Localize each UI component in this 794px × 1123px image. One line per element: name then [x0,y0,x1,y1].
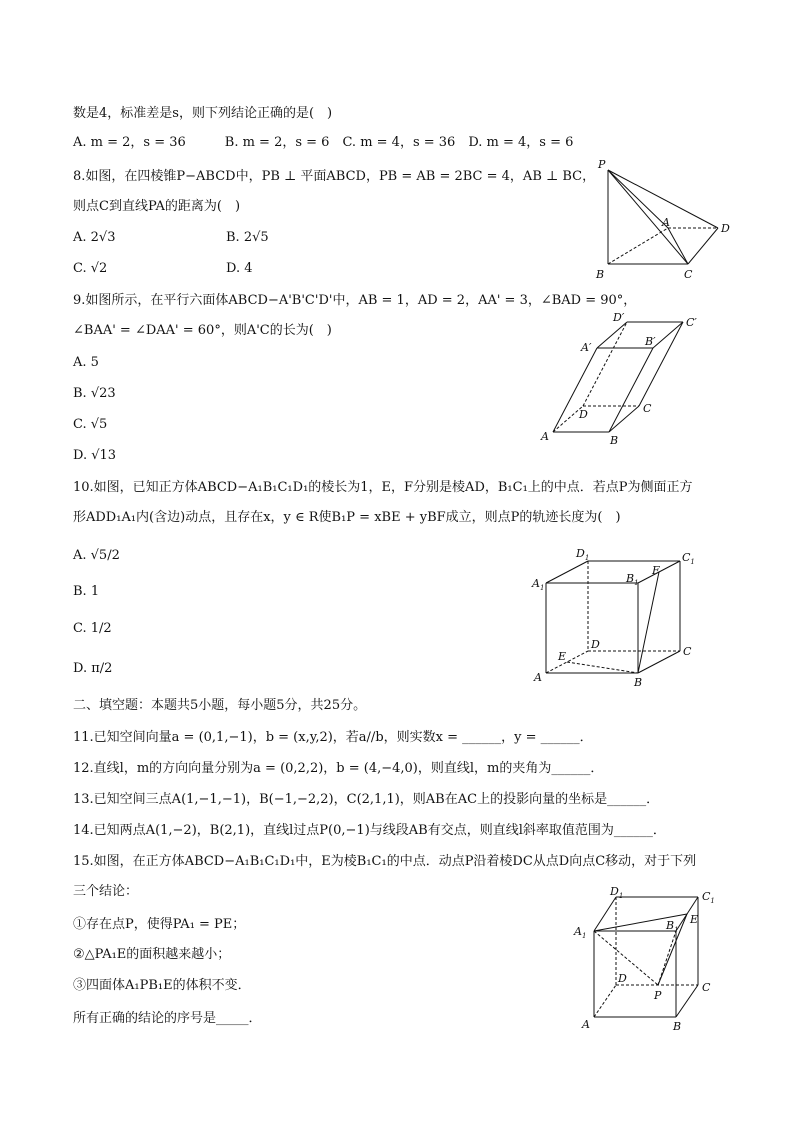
q15-label-a1: $A_1$ [574,925,587,940]
q8-label-d: D [721,222,730,235]
q15-label-a: A [582,1018,590,1031]
q10-label-a: A [534,671,542,684]
q8-option-b: B. 2√5 [226,230,269,245]
q10-cube-figure [528,545,708,690]
q10-stem-1: 10.如图，已知正方体ABCD−A₁B₁C₁D₁的棱长为1，E，F分别是棱AD，B₁C₁上的中点．若点P为侧面正方 [73,480,693,495]
q9-label-b-prime: B′ [645,335,656,348]
q15-label-p: P [654,989,662,1002]
q15-label-d1: $D_1$ [610,885,624,900]
q9-stem-1: 9.如图所示，在平行六面体ABCD−A'B'C'D'中，AB = 1，AD = 2，AA' = 3，∠BAD = 90°， [73,293,637,308]
q10-stem-2: 形ADD₁A₁内(含边)动点，且存在x，y ∈ R使B₁P = xBE + yBF成立，则点P的轨迹长度为( ) [73,510,621,525]
q8-pyramid-figure [590,158,740,284]
q7-options: A. m = 2，s = 36 B. m = 2，s = 6 C. m = 4，s = 36 D. m = 4，s = 6 [73,135,574,150]
q10-option-a: A. √5/2 [73,548,120,563]
q15-label-c: C [702,981,711,994]
q13: 13.已知空间三点A(1,−1,−1)，B(−1,−2,2)，C(2,1,1)，则AB在AC上的投影向量的坐标是______． [73,792,660,807]
q10-label-c1: $C_1$ [682,551,695,566]
q9-stem-2: ∠BAA' = ∠DAA' = 60°，则A'C的长为( ) [73,323,332,338]
q10-label-d1: $D_1$ [576,547,590,562]
q15-conclusion-1: ①存在点P，使得PA₁ = PE； [73,917,246,932]
q10-option-c: C. 1/2 [73,621,112,636]
q15-label-e: E [690,913,699,926]
q10-label-b1: $B_1$ [626,572,639,587]
q9-option-c: C. √5 [73,417,108,432]
q15-stem-1: 15.如图，在正方体ABCD−A₁B₁C₁D₁中，E为棱B₁C₁的中点．动点P沿着棱DC从点D向点C移动，对于下列 [73,854,697,869]
q9-option-d: D. √13 [73,448,117,463]
q8-option-a: A. 2√3 [73,230,116,245]
q9-label-a-prime: A′ [581,341,592,354]
q9-option-b: B. √23 [73,386,116,401]
q9-label-a: A [541,430,549,443]
q15-ask: 所有正确的结论的序号是_____． [73,1011,262,1026]
q10-label-d: D [591,638,600,651]
q8-stem-2: 则点C到直线PA的距离为( ) [73,199,241,214]
q8-option-d: D. 4 [226,261,253,276]
q12: 12.直线l，m的方向向量分别为a = (0,2,2)，b = (4,−4,0)，则直线l，m的夹角为______． [73,761,604,776]
q9-option-a: A. 5 [73,355,99,370]
q7-tail: 数是4，标准差是s，则下列结论正确的是( ) [73,106,333,121]
section-2-heading: 二、填空题：本题共5小题，每小题5分，共25分。 [73,698,367,713]
q10-label-f: F [652,564,660,577]
q15-label-c1: $C_1$ [702,890,715,905]
q15-stem-2: 三个结论： [73,884,139,899]
q8-option-c: C. √2 [73,261,108,276]
q8-label-a: A [662,216,670,229]
q8-label-b: B [596,268,605,281]
q15-conclusion-3: ③四面体A₁PB₁E的体积不变． [73,978,251,993]
q8-stem-1: 8.如图，在四棱锥P−ABCD中，PB ⊥ 平面ABCD，PB = AB = 2BC = 4，AB ⊥ BC， [73,169,596,184]
q15-label-b: B [673,1020,682,1033]
q15-conclusion-2: ②△PA₁E的面积越来越小； [73,947,231,962]
q10-label-b: B [634,676,643,689]
q11: 11.已知空间向量a = (0,1,−1)，b = (x,y,2)，若a//b，则实数x = ______，y = ______． [73,730,593,745]
q10-option-d: D. π/2 [73,661,113,676]
q14: 14.已知两点A(1,−2)，B(2,1)，直线l过点P(0,−1)与线段AB有交点，则直线l斜率取值范围为______． [73,823,666,838]
q9-label-c-prime: C′ [686,316,697,329]
q9-label-c: C [643,402,652,415]
q8-label-c: C [684,268,693,281]
q9-label-b: B [610,434,619,447]
q8-label-p: P [598,158,606,171]
q9-label-d: D [579,408,588,421]
q10-option-b: B. 1 [73,584,100,599]
q15-cube-figure [572,885,732,1035]
q15-label-d: D [618,972,627,985]
q10-label-a1: $A_1$ [532,577,545,592]
q10-label-c: C [683,645,692,658]
q9-parallelepiped-figure [535,308,710,448]
q10-label-e: E [558,650,567,663]
q15-label-b1: $B_1$ [666,919,679,934]
q9-label-d-prime: D′ [613,311,625,324]
